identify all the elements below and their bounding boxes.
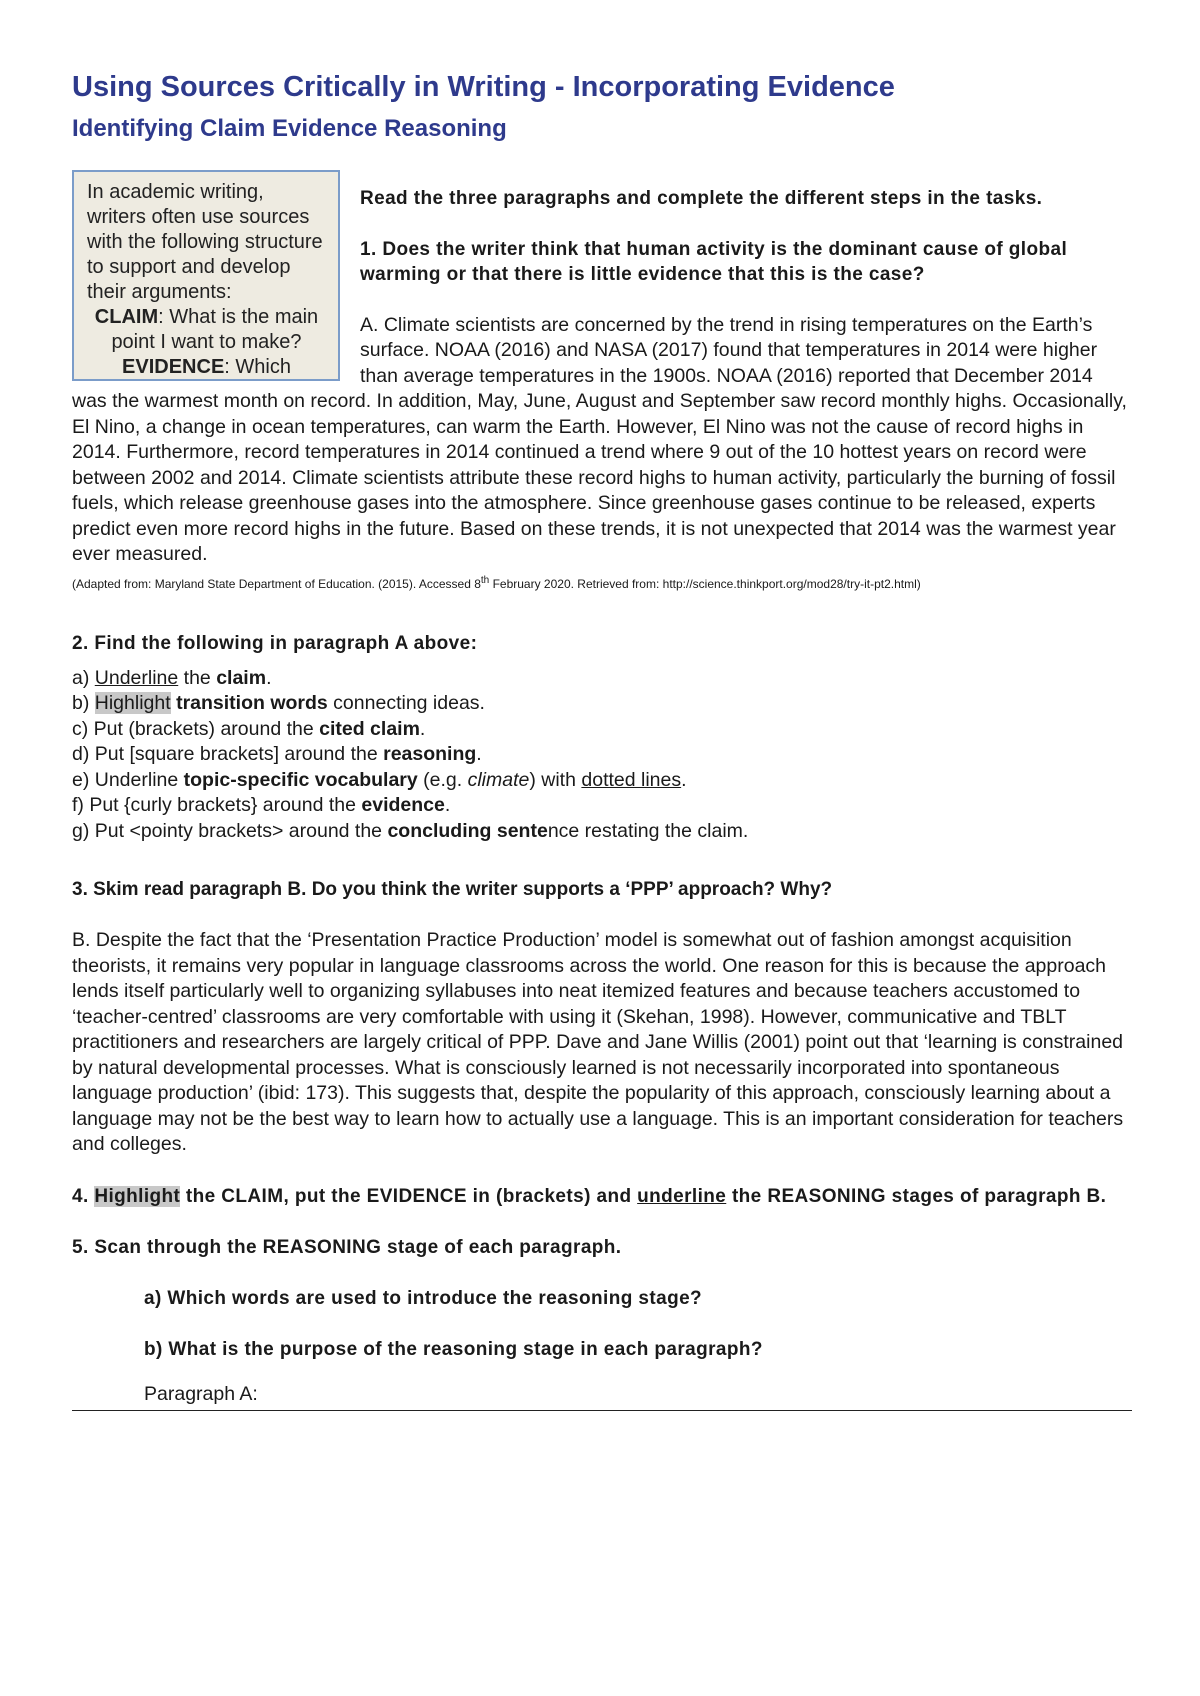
paragraph-a: A. Climate scientists are concerned by the trend in rising temperatures on the Earth’s surface. NOAA (2016) and NASA (2017) found that temperatures in 2014 were higher than average temperatures in the 1900s. NOAA (2016) reported that December 2014 was the warmest month on record. In addition, May, June, August and September saw record monthly highs. Occasionally, El Nino, a change in ocean temperatures, can warm the Earth. However, El Nino was not the cause of record highs in 2014. Furthermore, record temperatures in 2014 continued a trend where 9 out of the 10 hottest years on record were between 2002 and 2014. Climate scientists attribute these record highs to human activity, particularly the burning of fossil fuels, which release greenhouse gases into the atmosphere. Since greenhouse gases continue to be released, experts predict even more record highs in the future. Based on these trends, it is not unexpected that 2014 was the warmest year ever measured.	[72, 313, 1127, 566]
page-subtitle: Identifying Claim Evidence Reasoning	[72, 114, 507, 142]
task-b: b) Highlight transition words connecting ideas.	[72, 692, 485, 715]
instructions: Read the three paragraphs and complete the different steps in the tasks.	[360, 187, 1043, 209]
callout-claim	[87, 305, 326, 355]
task-a: a) Underline the claim.	[72, 666, 272, 689]
question-2-section	[72, 631, 1132, 845]
paragraph-b: B. Despite the fact that the ‘Presentation Practice Production’ model is somewhat out of fashion amongst acquisition theorists, it remains very popular in language classrooms across the world. One reason for this is because the approach lends itself particularly well to organizing syllabuses into neat itemized features and because teachers accustomed to ‘teacher-centred’ classrooms are very comfortable with using it (Skehan, 1998). However, communicative and TBLT practitioners and researchers are largely critical of PPP. Dave and Jane Willis (2001) point out that ‘learning is constrained by natural developmental processes. What is consciously learned is not necessarily incorporated into spontaneous language production’ (ibid: 173). This suggests that, despite the popularity of this approach, consciously learning about a language may not be the best way to learn how to actually use a language. This is an important consideration for teachers and colleges.	[72, 929, 1124, 1156]
question-2: 2. Find the following in paragraph A above:	[72, 632, 478, 654]
task-e: e) Underline topic-specific vocabulary (e.g. climate) with dotted lines.	[72, 768, 687, 791]
evidence-text: : Which	[224, 355, 291, 378]
task-f: f) Put {curly brackets} around the evidence.	[72, 794, 451, 817]
top-section	[72, 144, 1132, 594]
source-sup: th	[480, 574, 490, 586]
question-5a: a) Which words are used to introduce the reasoning stage?	[144, 1287, 703, 1309]
worksheet-page	[72, 70, 1132, 1407]
claim-text: : What is the main point I want to make?	[111, 305, 319, 353]
question-1: 1. Does the writer think that human activity is the dominant cause of global warming or that there is little evidence that this is the case?	[360, 238, 1068, 285]
task-list	[72, 666, 1132, 845]
task-c: c) Put (brackets) around the cited claim.	[72, 717, 426, 740]
evidence-term: EVIDENCE	[122, 355, 225, 378]
question-5: 5. Scan through the REASONING stage of each paragraph.	[72, 1236, 622, 1258]
page-title: Using Sources Critically in Writing - Incorporating Evidence	[72, 71, 895, 103]
answer-rule	[72, 1410, 1132, 1411]
info-callout-box	[72, 170, 340, 381]
answer-line-paragraph-a[interactable]	[72, 1382, 1132, 1407]
task-g: g) Put <pointy brackets> around the concluding sentence restating the claim.	[72, 819, 749, 842]
paragraph-a-source	[72, 571, 1132, 594]
question-5b: b) What is the purpose of the reasoning stage in each paragraph?	[144, 1338, 763, 1360]
callout-intro: In academic writing, writers often use sources with the following structure to support and develop their arguments:	[87, 180, 323, 303]
question-4: 4. Highlight the CLAIM, put the EVIDENCE in (brackets) and underline the REASONING stages of paragraph B.	[72, 1185, 1107, 1207]
answer-label: Paragraph A:	[144, 1382, 258, 1405]
question-3: 3. Skim read paragraph B. Do you think the writer supports a ‘PPP’ approach? Why?	[72, 879, 833, 901]
claim-term: CLAIM	[94, 305, 159, 328]
source-before: (Adapted from: Maryland State Department of Education. (2015). Accessed 8	[72, 576, 481, 591]
callout-evidence	[87, 355, 326, 380]
source-after: February 2020. Retrieved from: http://science.thinkport.org/mod28/try-it-pt2.html)	[489, 576, 921, 591]
task-d: d) Put [square brackets] around the reasoning.	[72, 743, 482, 766]
